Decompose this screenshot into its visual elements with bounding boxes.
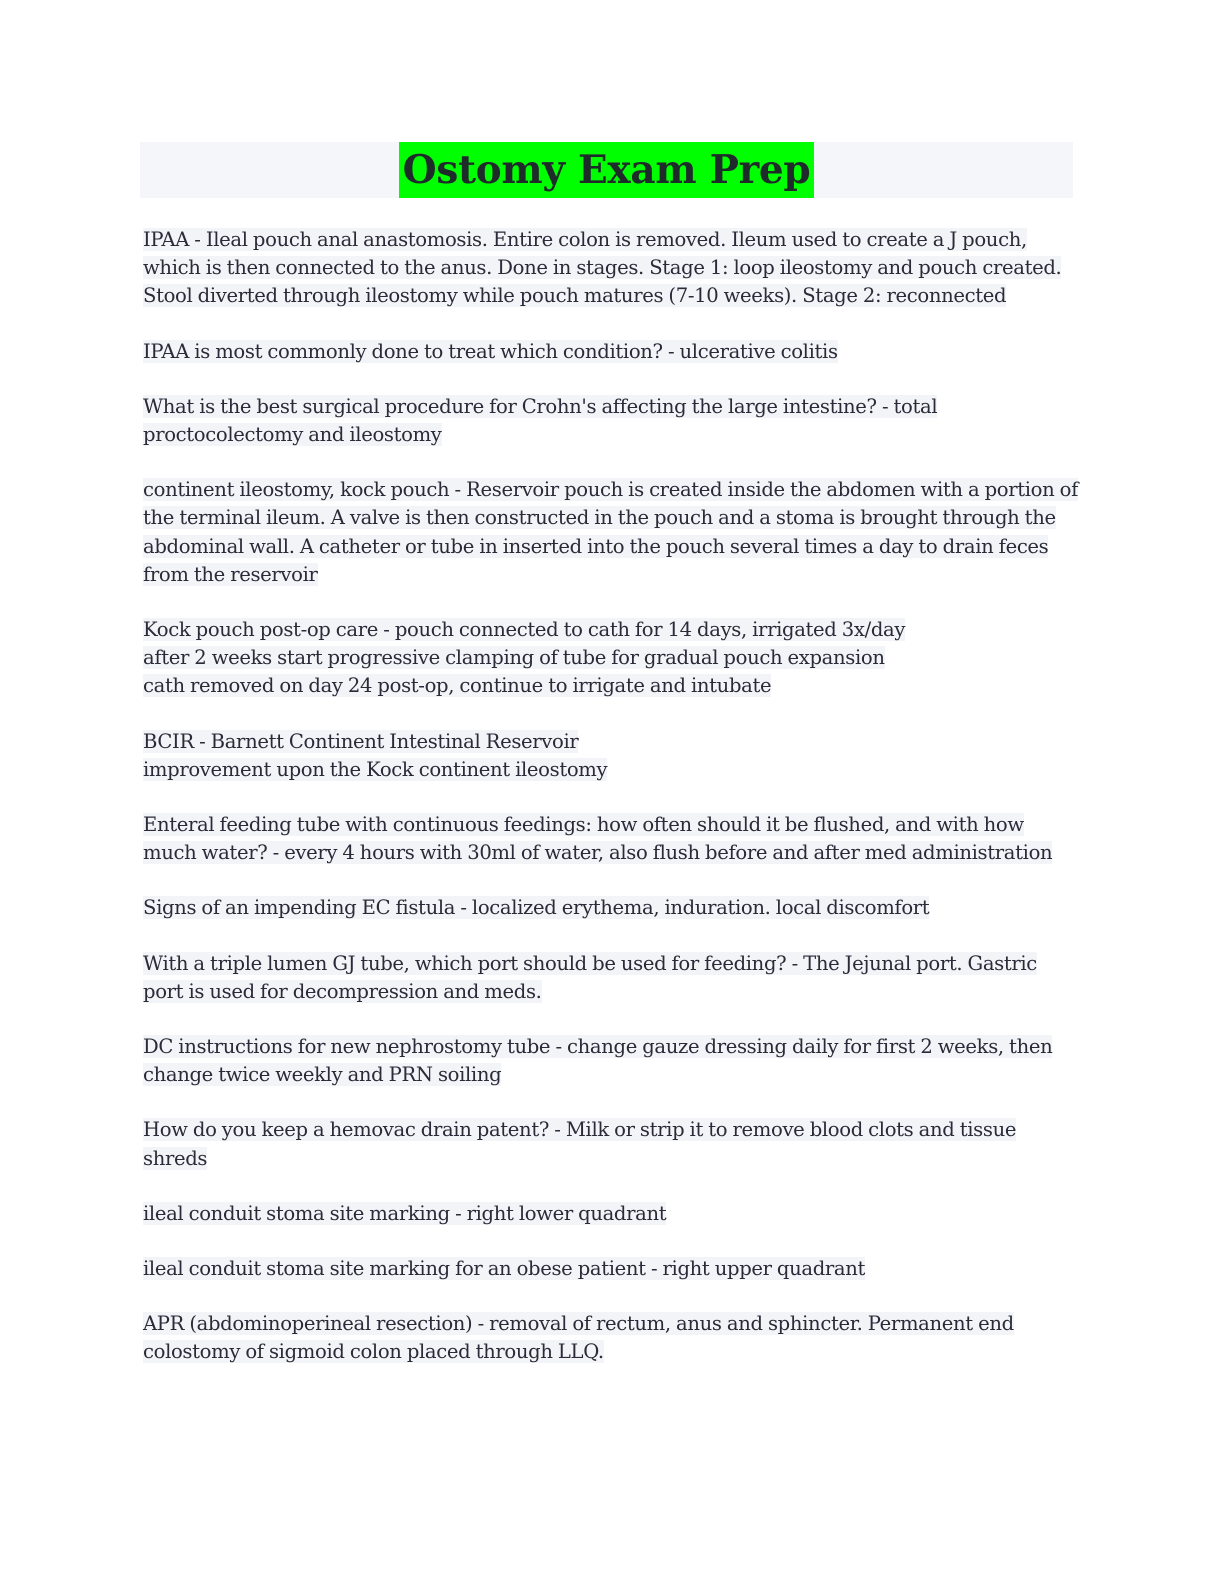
entry-line	[143, 672, 1078, 700]
entry-apr	[143, 1310, 1078, 1366]
entry-kock-postop	[143, 616, 1078, 701]
entry-text: How do you keep a hemovac drain patent? - Milk or strip it to remove blood clots and tissue shreds	[143, 1118, 1017, 1170]
entry-bcir	[143, 728, 1078, 784]
entry-text: IPAA - Ileal pouch anal anastomosis. Entire colon is removed. Ileum used to create a J pouch, which is then connected to the anus. Done in stages. Stage 1: loop ileostomy and pouch created. Stool diverted through ileostomy while pouch matures (7-10 weeks). Stage 2: reconnected	[143, 228, 1062, 308]
document-body	[143, 226, 1078, 1394]
title-band	[140, 142, 1073, 198]
entry-nephrostomy	[143, 1033, 1078, 1089]
entry-text: after 2 weeks start progressive clamping of tube for gradual pouch expansion	[143, 646, 885, 670]
entry-continent-ileostomy	[143, 476, 1078, 589]
entry-text: Signs of an impending EC fistula - localized erythema, induration. local discomfort	[143, 896, 930, 920]
entry-ipaa-definition	[143, 226, 1078, 311]
entry-text: Enteral feeding tube with continuous feedings: how often should it be flushed, and with how much water? - every 4 hours with 30ml of water, also flush before and after med administration	[143, 813, 1053, 865]
entry-text: ileal conduit stoma site marking - right lower quadrant	[143, 1201, 667, 1225]
entry-line	[143, 756, 1078, 784]
entry-text: APR (abdominoperineal resection) - removal of rectum, anus and sphincter. Permanent end colostomy of sigmoid colon placed through LLQ.	[143, 1312, 1014, 1364]
entry-line	[143, 728, 1078, 756]
entry-text: What is the best surgical procedure for Crohn's affecting the large intestine? - total proctocolectomy and ileostomy	[143, 394, 938, 447]
entry-ipaa-condition	[143, 338, 1078, 366]
entry-enteral-feeding	[143, 811, 1078, 867]
entry-text: ileal conduit stoma site marking for an obese patient - right upper quadrant	[143, 1257, 866, 1281]
entry-ec-fistula	[143, 894, 1078, 922]
entry-ileal-conduit-obese	[143, 1255, 1078, 1283]
entry-text: improvement upon the Kock continent ileostomy	[143, 757, 608, 781]
entry-text: With a triple lumen GJ tube, which port should be used for feeding? - The Jejunal port. Gastric port is used for decompression and meds.	[143, 951, 1037, 1003]
entry-text: BCIR - Barnett Continent Intestinal Reservoir	[143, 729, 579, 753]
entry-text: cath removed on day 24 post-op, continue to irrigate and intubate	[143, 674, 772, 698]
entry-text: continent ileostomy, kock pouch - Reservoir pouch is created inside the abdomen with a portion of the terminal ileum. A valve is then constructed in the pouch and a stoma is brought through the abdominal wall. A catheter or tube in inserted into the pouch several times a day to drain feces from the reservoir	[143, 478, 1079, 586]
entry-hemovac	[143, 1116, 1078, 1172]
entry-ileal-conduit	[143, 1200, 1078, 1228]
page-title: Ostomy Exam Prep	[399, 142, 815, 198]
entry-line	[143, 616, 1078, 644]
entry-gj-tube	[143, 950, 1078, 1006]
entry-line	[143, 644, 1078, 672]
entry-text: Kock pouch post-op care - pouch connected to cath for 14 days, irrigated 3x/day	[143, 618, 906, 642]
entry-crohns-procedure	[143, 393, 1078, 449]
entry-text: IPAA is most commonly done to treat which condition? - ulcerative colitis	[143, 339, 838, 363]
entry-text: DC instructions for new nephrostomy tube - change gauze dressing daily for first 2 weeks, then change twice weekly and PRN soiling	[143, 1035, 1053, 1087]
